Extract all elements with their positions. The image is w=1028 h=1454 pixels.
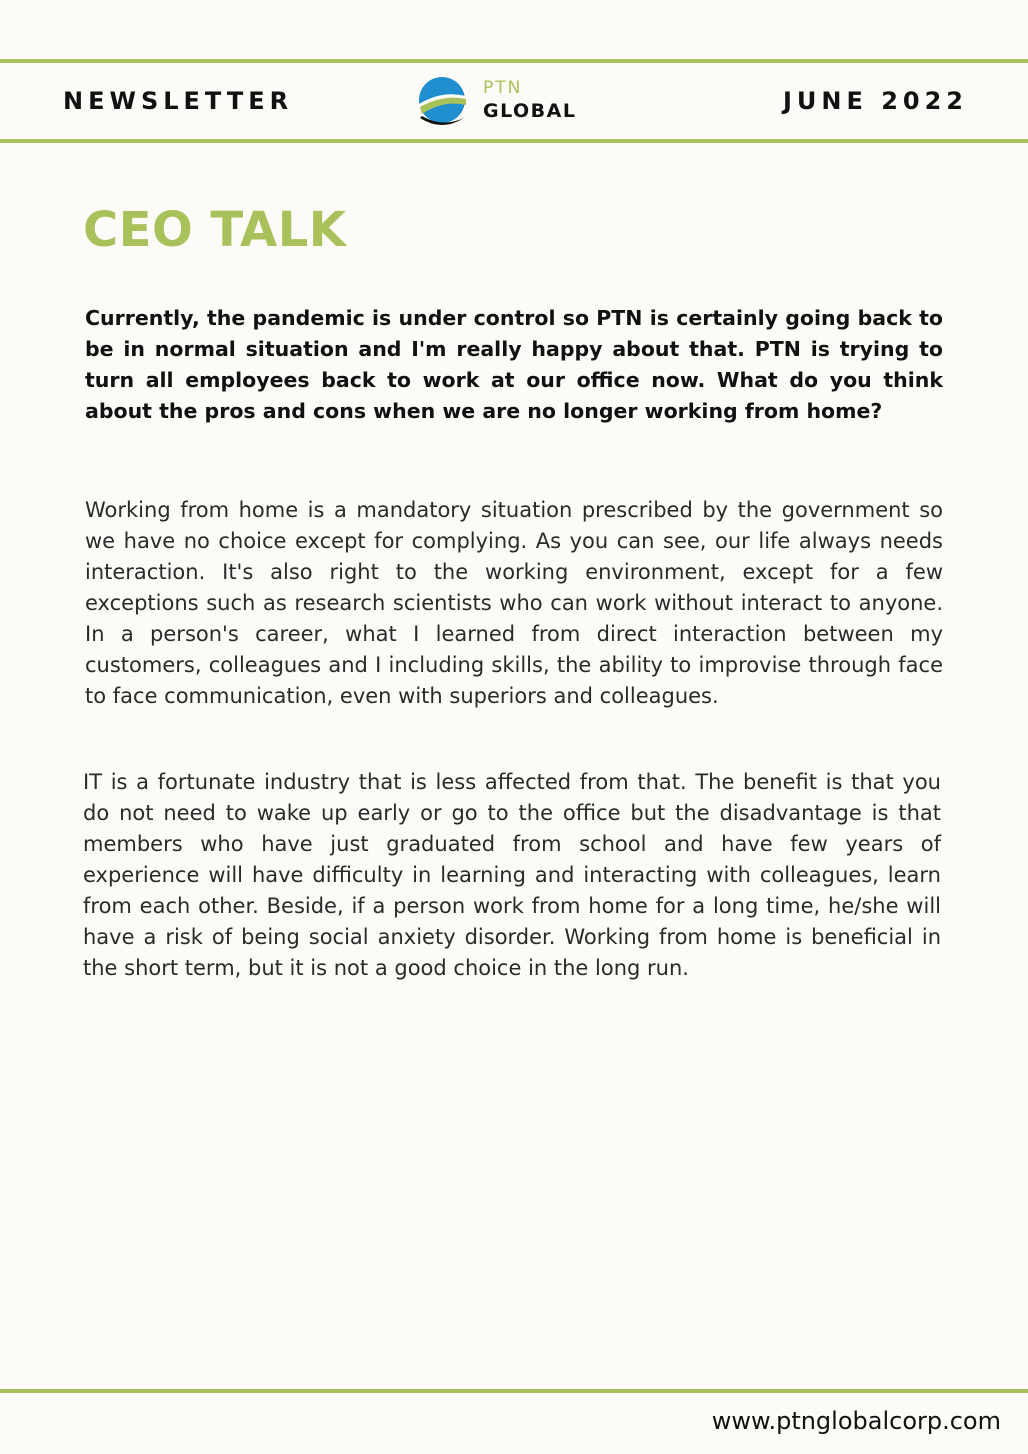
header-top-rule [0,59,1028,63]
answer-paragraph-1: Working from home is a mandatory situation prescribed by the government so we have no choice except for complying. As you can see, our life always needs interaction. It's also right to the working environment, except for a few exceptions such as research scientists who can work without interact to anyone. In a person's career, what I learned from direct interaction between my customers, colleagues and I including skills, the ability to improvise through face to face communication, even with superiors and colleagues. [85,498,943,708]
logo-text-ptn: PTN [483,78,523,98]
answer-paragraph-2: IT is a fortunate industry that is less affected from that. The benefit is that you do not need to wake up early or go to the office but the disadvantage is that members who have just graduated from school and have few years of experience will have difficulty in learning and interacting with colleagues, learn from each other. Beside, if a person work from home for a long time, he/she will have a risk of being social anxiety disorder. Working from home is beneficial in the short term, but it is not a good choice in the long run. [83,770,941,980]
issue-date: JUNE 2022 [782,87,968,115]
footer-rule [0,1389,1028,1393]
newsletter-label: NEWSLETTER [63,87,294,115]
interview-question: Currently, the pandemic is under control so PTN is certainly going back to be in normal situation and I'm really happy about that. PTN is trying to turn all employees back to work at our office now. What do you think about the pros and cons when we are no longer working from home? [85,306,943,423]
company-logo [416,74,586,132]
logo-text-global: GLOBAL [483,100,577,122]
article-title: CEO TALK [83,202,347,258]
website-link[interactable]: www.ptnglobalcorp.com [711,1407,1001,1435]
globe-icon [416,74,476,132]
header-bottom-rule [0,139,1028,143]
